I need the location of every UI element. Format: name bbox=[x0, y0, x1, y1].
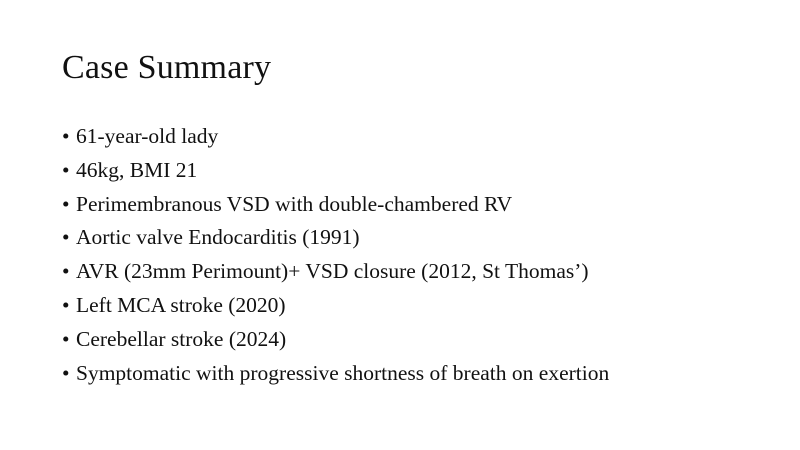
list-item bbox=[62, 188, 782, 222]
bullet-icon: • bbox=[62, 124, 70, 148]
list-item-text: 46kg, BMI 21 bbox=[76, 157, 198, 182]
bullet-icon: • bbox=[62, 157, 70, 182]
list-item-text: Left MCA stroke (2020) bbox=[76, 292, 286, 317]
bullet-icon: • bbox=[62, 360, 70, 385]
list-item-text: AVR (23mm Perimount)+ VSD closure (2012, St Thomas’) bbox=[76, 259, 589, 284]
list-item bbox=[62, 221, 782, 255]
list-item bbox=[62, 255, 782, 289]
list-item-text: Aortic valve Endocarditis (1991) bbox=[76, 225, 360, 250]
list-item-text: Cerebellar stroke (2024) bbox=[76, 326, 287, 351]
bullet-icon: • bbox=[62, 326, 70, 351]
bullet-icon: • bbox=[62, 292, 70, 317]
list-item bbox=[62, 323, 782, 357]
list-item bbox=[62, 120, 782, 154]
bullet-icon: • bbox=[62, 191, 70, 216]
list-item-text: Symptomatic with progressive shortness of breath on exertion bbox=[76, 360, 610, 385]
bullet-list bbox=[62, 120, 782, 390]
slide-title: Case Summary bbox=[62, 49, 272, 86]
list-item bbox=[62, 154, 782, 188]
bullet-icon: • bbox=[62, 259, 70, 284]
list-item-text: 61-year-old lady bbox=[76, 124, 219, 148]
bullet-icon: • bbox=[62, 225, 70, 250]
list-item bbox=[62, 357, 782, 391]
list-item-text: Perimembranous VSD with double-chambered RV bbox=[76, 191, 513, 216]
list-item bbox=[62, 289, 782, 323]
